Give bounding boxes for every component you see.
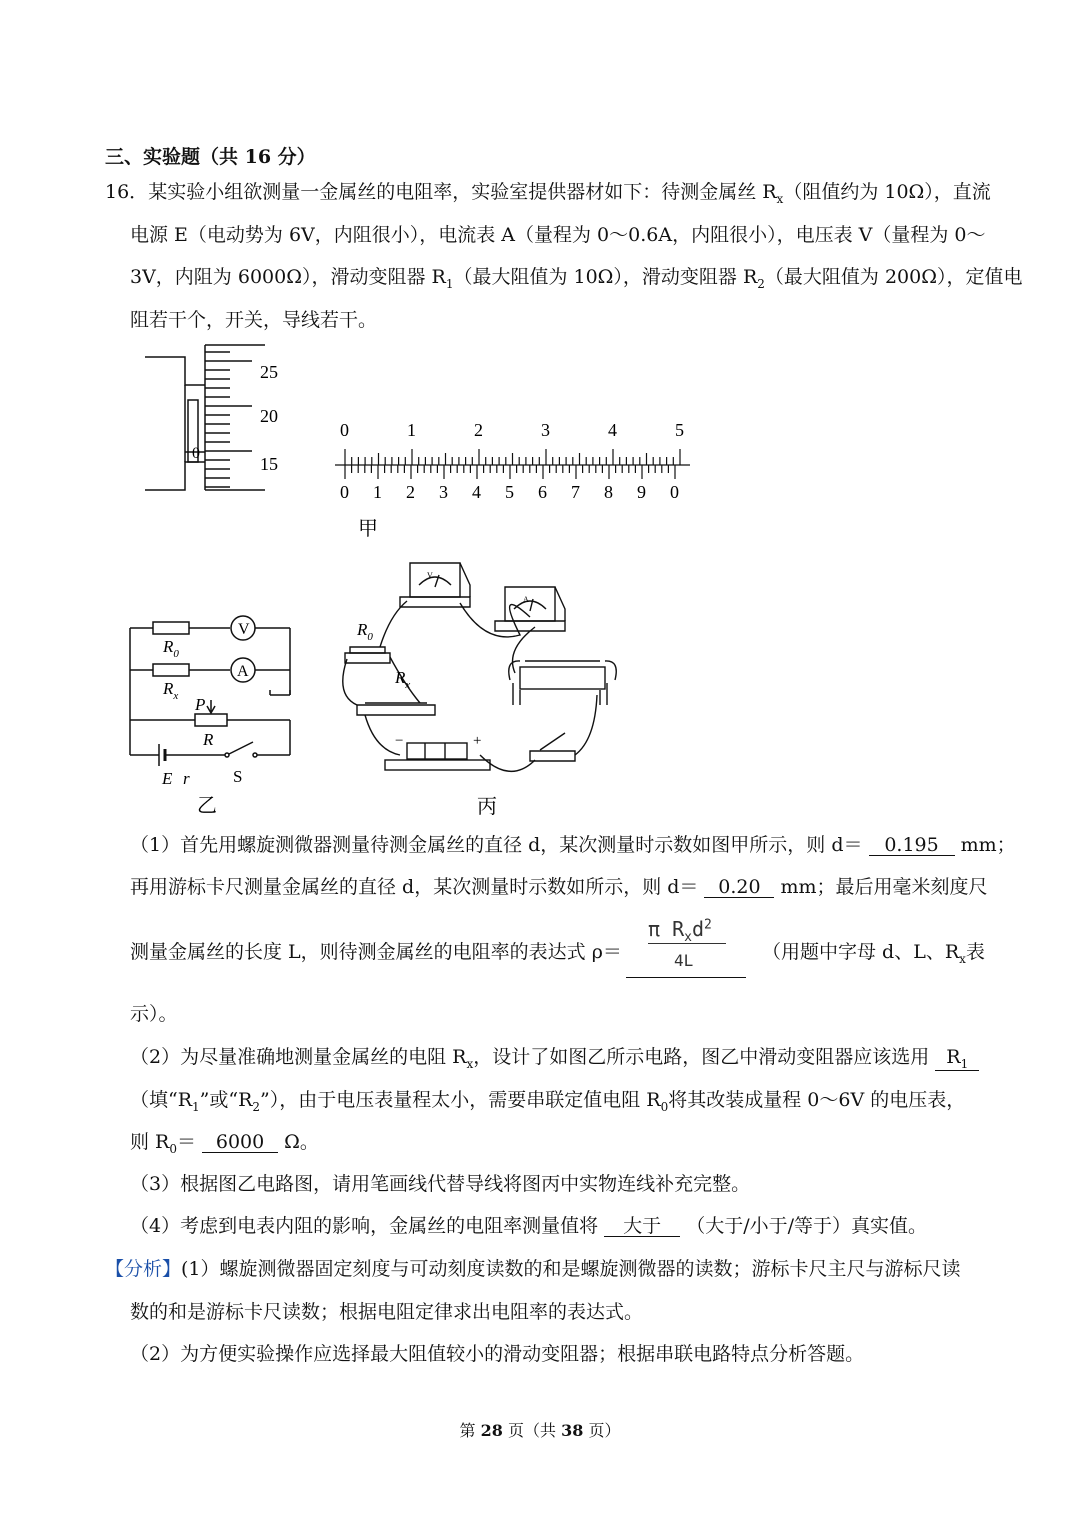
- figure-bing-apparatus: [335, 555, 635, 820]
- micrometer-zero: 0: [192, 445, 200, 462]
- part1-line1: （1）首先用螺旋测微器测量待测金属丝的直径 d，某次测量时示数如图甲所示，则 d＝ 0.195 mm；: [130, 834, 1016, 856]
- answer-micrometer: 0.195: [869, 836, 955, 856]
- photo-r0-label: $R_0$: [357, 620, 373, 643]
- r-label: R: [203, 730, 214, 749]
- label-yi: 乙: [197, 795, 217, 817]
- part1-line3-tail: （用题中字母 d、L、$R_x$表: [762, 941, 985, 966]
- label-jia: 甲: [358, 518, 378, 540]
- caliper-main-label: 2: [474, 420, 483, 440]
- caliper-vernier-label: 7: [571, 482, 580, 502]
- section-title: 三、实验题（共 16 分）: [105, 146, 316, 168]
- vernier-caliper: [335, 449, 690, 479]
- part1-line2: 再用游标卡尺测量金属丝的直径 d，某次测量时示数如所示，则 d＝ 0.20 mm；最后用毫米刻度尺: [130, 876, 988, 898]
- micrometer-tick-20: 20: [260, 406, 278, 426]
- caliper-vernier-label: 6: [538, 482, 547, 502]
- rx-device: [357, 705, 435, 715]
- internal-r-label: r: [183, 769, 190, 788]
- rx-label: $R_x$: [163, 679, 179, 702]
- caliper-vernier-label: 8: [604, 482, 613, 502]
- page-total: 38: [561, 1421, 584, 1440]
- q16-line4: 阻若干个，开关，导线若干。: [130, 309, 378, 331]
- r0-device: [345, 653, 390, 663]
- ammeter-label: A: [237, 663, 249, 680]
- figure-jia: [130, 340, 710, 550]
- q16-line2: 电源 E（电动势为 6V，内阻很小），电流表 A（量程为 0～0.6A，内阻很小），电压表 V（量程为 0～: [130, 224, 986, 246]
- part4-line: （4）考虑到电表内阻的影响，金属丝的电阻率测量值将 大于 （大于/小于/等于）真实值。: [130, 1215, 927, 1237]
- analysis-line3: （2）为方便实验操作应选择最大阻值较小的滑动变阻器；根据串联电路特点分析答题。: [130, 1343, 865, 1365]
- switch-device: [530, 733, 575, 761]
- r0-label: $R_0$: [163, 637, 179, 660]
- caliper-main-label: 3: [541, 420, 550, 440]
- caliper-main-label: 4: [608, 420, 617, 440]
- answer-rheostat: $R_1$: [935, 1048, 979, 1071]
- answer-caliper: 0.20: [704, 878, 774, 898]
- part3-line: （3）根据图乙电路图，请用笔画线代替导线将图丙中实物连线补充完整。: [130, 1173, 751, 1195]
- caliper-vernier-label: 3: [439, 482, 448, 502]
- part2-line1: （2）为尽量准确地测量金属丝的电阻 $R_x$，设计了如图乙所示电路，图乙中滑动变阻器应该选用 $R_1$: [130, 1048, 979, 1071]
- question-number: 16．: [105, 181, 149, 203]
- battery-plus-label: +: [473, 733, 482, 749]
- caliper-vernier-label: 2: [406, 482, 415, 502]
- battery-minus-label: −: [395, 733, 404, 749]
- svg-text:A: A: [523, 595, 529, 604]
- caliper-vernier-label: 5: [505, 482, 514, 502]
- micrometer: [145, 345, 265, 490]
- micrometer-tick-25: 25: [260, 362, 278, 382]
- caliper-main-label: 5: [675, 420, 684, 440]
- fraction-bar: [648, 943, 726, 944]
- part2-line3: 则 $R_0= 6000$ Ω。: [130, 1131, 319, 1156]
- svg-text:V: V: [427, 571, 433, 580]
- label-bing: 丙: [477, 796, 497, 818]
- caliper-vernier-label: 0: [340, 482, 349, 502]
- figure-yi-circuit: [125, 610, 300, 820]
- caliper-vernier-label: 1: [373, 482, 382, 502]
- caliper-main-label: 0: [340, 420, 349, 440]
- rheostat-device: [509, 661, 617, 705]
- voltmeter-label: V: [238, 621, 250, 638]
- analysis-tag: 【分析】: [105, 1258, 182, 1280]
- answer-measured-vs-true: 大于: [604, 1217, 680, 1237]
- page-footer: 第 28 页（共 38 页）: [459, 1421, 621, 1440]
- page-number: 28: [480, 1421, 503, 1440]
- q16-line1: 16．某实验小组欲测量一金属丝的电阻率，实验室提供器材如下：待测金属丝 $R_x$（阻值约为 10Ω），直流: [105, 181, 991, 206]
- e-label: E: [162, 769, 173, 788]
- voltmeter-device: [400, 563, 470, 607]
- analysis-line2: 数的和是游标卡尺读数；根据电阻定律求出电阻率的表达式。: [130, 1301, 644, 1323]
- micrometer-tick-15: 15: [260, 454, 278, 474]
- photo-rx-label: $R_x$: [395, 668, 411, 691]
- caliper-vernier-label: 9: [637, 482, 646, 502]
- analysis-line1: 【分析】(1）螺旋测微器固定刻度与可动刻度读数的和是螺旋测微器的读数；游标卡尺主尺与游标尺读: [105, 1258, 961, 1280]
- answer-r0: 6000: [202, 1133, 278, 1153]
- answer-resistivity-formula: π $R_xd^2$ 4L: [626, 917, 746, 978]
- caliper-main-label: 1: [407, 420, 416, 440]
- caliper-vernier-label: 0: [670, 482, 679, 502]
- part1-line4: 示）。: [130, 1003, 178, 1025]
- caliper-vernier-label: 4: [472, 482, 481, 502]
- part1-line3: 测量金属丝的长度 L，则待测金属丝的电阻率的表达式 ρ＝: [130, 941, 622, 963]
- p-label: P: [195, 695, 206, 714]
- q16-line3: 3V，内阻为 6000Ω），滑动变阻器 $R_1$（最大阻值为 10Ω），滑动变阻器 $R_2$（最大阻值为 200Ω），定值电: [130, 266, 1023, 291]
- ammeter-device: [495, 587, 565, 631]
- switch-label: S: [233, 767, 243, 786]
- part2-line2: （填“$R_1$”或“$R_2$”），由于电压表量程太小，需要串联定值电阻 $R_0$将其改装成量程 0～6V 的电压表，: [130, 1089, 966, 1114]
